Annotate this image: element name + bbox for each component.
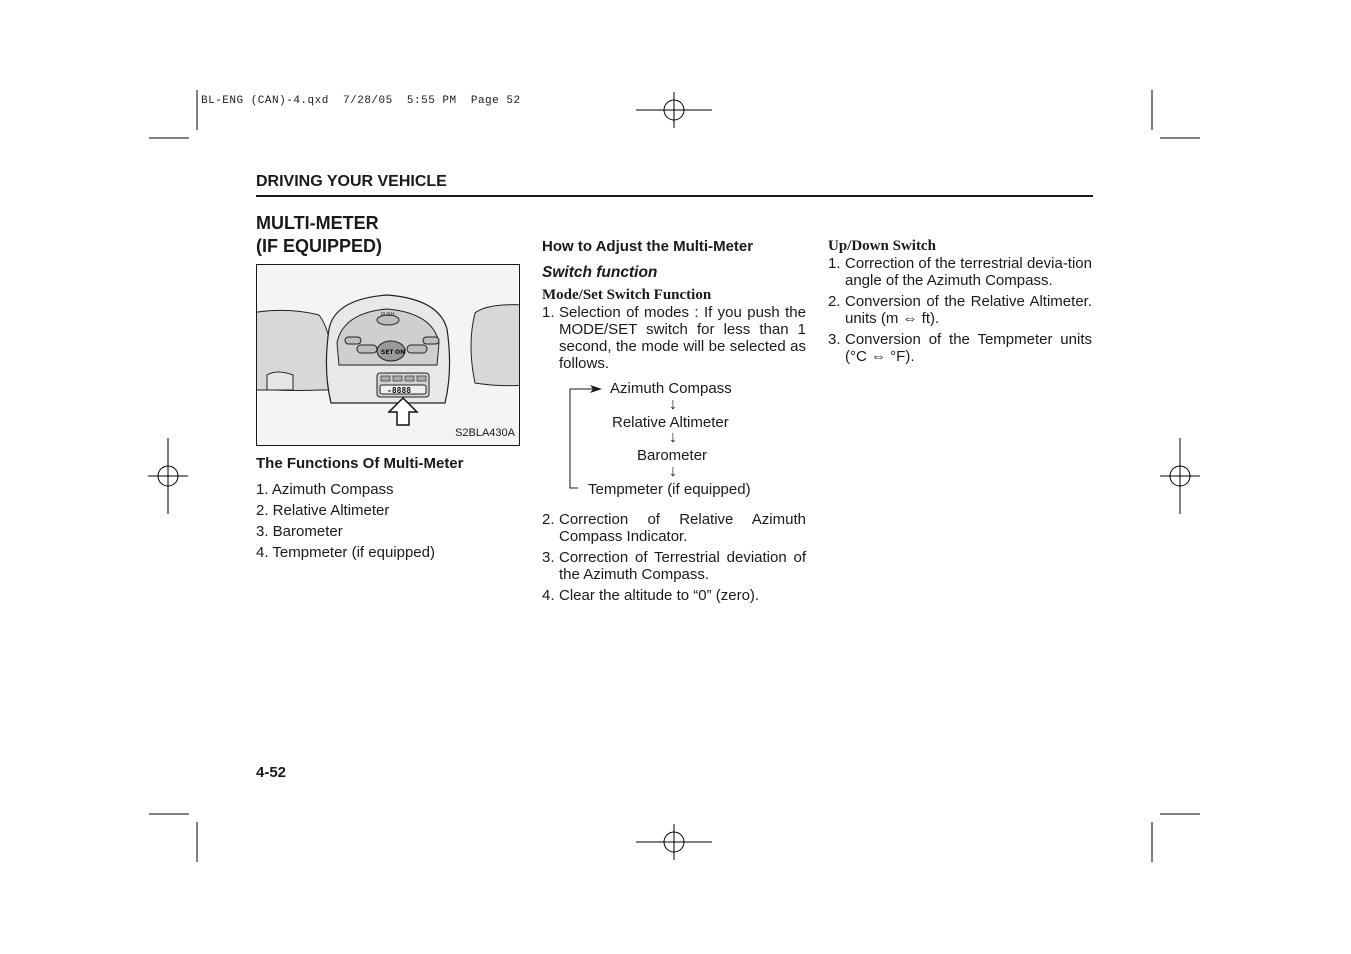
section-header: DRIVING YOUR VEHICLE (256, 173, 447, 190)
item-number: 2. (542, 511, 555, 528)
item-number: 4. (542, 587, 555, 604)
list-item (542, 511, 806, 545)
registration-mark-bottom (636, 824, 712, 860)
set-label: SET (381, 349, 394, 356)
page-title (256, 212, 382, 258)
functions-list (256, 481, 516, 565)
arrow-down-icon: ↓ (669, 396, 677, 413)
adjust-list-continued (542, 511, 806, 608)
list-item (828, 331, 1092, 365)
list-item (542, 549, 806, 583)
item-number: 3. (828, 331, 841, 348)
item-number: 3. (542, 549, 555, 566)
arrow-down-icon: ↓ (669, 463, 677, 480)
title-line-1: MULTI-METER (256, 213, 379, 233)
list-item (542, 587, 806, 604)
multi-meter-figure (256, 264, 520, 446)
item-number: 2. (828, 293, 841, 310)
arrow-down-icon: ↓ (669, 429, 677, 446)
switch-function-heading: Switch function (542, 264, 658, 281)
item-text: Clear the altitude to “0” (zero). (559, 587, 760, 604)
up-down-list (828, 255, 1092, 369)
registration-mark-right (1160, 438, 1200, 514)
page-number: 4-52 (256, 764, 287, 781)
item-text: Correction of Relative Azimuth Compass Indicator. (559, 511, 806, 545)
item-text: Conversion of the Relative Altimeter. units (m ⇔ ft). (845, 293, 1092, 327)
list-item (828, 255, 1092, 289)
lcd-display: -8888 (387, 386, 412, 395)
adjust-heading: How to Adjust the Multi-Meter (542, 238, 754, 255)
overhead-console-illustration (257, 265, 519, 445)
header-rule (256, 195, 1093, 197)
list-item: 3. Barometer (256, 523, 343, 540)
list-item: 2. Relative Altimeter (256, 502, 390, 519)
registration-mark-left (148, 438, 188, 514)
up-down-heading: Up/Down Switch (828, 238, 936, 254)
mode-set-heading: Mode/Set Switch Function (542, 287, 712, 303)
figure-code: S2BLA430A (455, 427, 515, 439)
registration-mark-top (636, 92, 712, 128)
list-item (828, 293, 1092, 327)
item-text: Correction of the terrestrial devia-tion angle of the Azimuth Compass. (845, 255, 1092, 289)
item-number: 1. (542, 304, 555, 321)
flow-step: Barometer (637, 447, 708, 464)
flow-step: Tempmeter (if equipped) (588, 481, 751, 498)
push-label: PUSH (381, 312, 395, 318)
item-number: 1. (828, 255, 841, 272)
item-text: Correction of Terrestrial deviation of the Azimuth Compass. (559, 549, 806, 583)
title-line-2: (IF EQUIPPED) (256, 236, 383, 256)
flow-step: Relative Altimeter (612, 414, 729, 431)
on-label: ON (395, 349, 406, 356)
print-header: BL-ENG (CAN)-4.qxd 7/28/05 5:55 PM Page 52 (201, 95, 521, 107)
item-text: Conversion of the Tempmeter units (°C ⇔ °F). (845, 331, 1092, 365)
item-text: Selection of modes : If you push the MODE/SET switch for less than 1 second, the mode will be selected as follows. (559, 304, 806, 372)
flow-step: Azimuth Compass (610, 380, 732, 397)
list-item (542, 304, 806, 372)
functions-heading: The Functions Of Multi-Meter (256, 455, 464, 472)
list-item: 1. Azimuth Compass (256, 481, 394, 498)
list-item: 4. Tempmeter (if equipped) (256, 544, 435, 561)
